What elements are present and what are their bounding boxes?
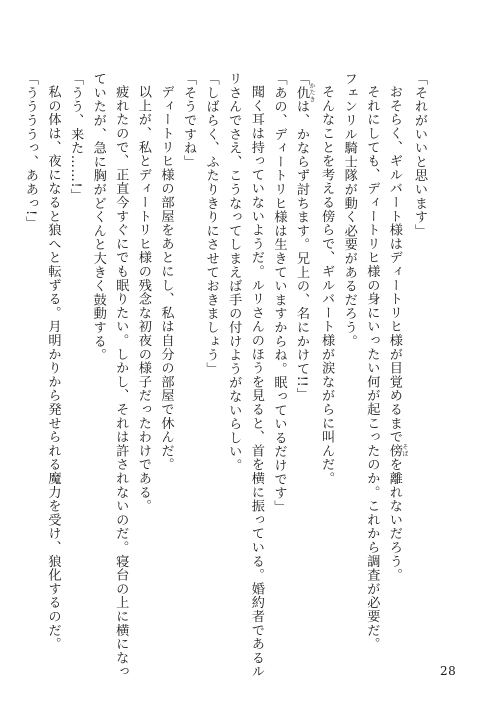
text-line: 以上が、私とディートリヒ様の残念な初夜の様子だったわけである。 (135, 85, 151, 513)
text-line: 「うう、来た……!」 (68, 72, 84, 203)
text-line: 「そうですね」 (181, 72, 197, 169)
page-number: 28 (440, 664, 457, 678)
text-line: 「仇 かたきは、かならず討ちます。兄上の、名にかけて!!」 (294, 72, 316, 402)
text-line: 「しばらく、ふたりきりにさせておきましょう」 (203, 72, 219, 376)
text-line: リさんでさえ、こうなってしまえば手の付けようがないらしい。 (226, 72, 242, 473)
text-line: そんなことを考える傍らで、ギルバート様が涙ながらに叫んだ。 (319, 85, 335, 486)
text-line: 疲れたので、正直今すぐにでも眠りたい。しかし、それは許されないのだ。寝台の上に横になっ (113, 85, 129, 679)
text-line: おそらく、ギルバート様はディートリヒ様が目覚めるまで傍 そばを離れないだろう。 (386, 85, 408, 583)
body-text (18, 72, 430, 679)
text-line: それにしても、ディートリヒ様の身にいったい何が起こったのか。これから調査が必要だ。 (364, 85, 380, 651)
text-line: 聞く耳は持っていないようだ。ルリさんのほうを見ると、首を横に振っている。婚約者であるル (248, 85, 264, 679)
text-line: ディートリヒ様の部屋をあとにし、私は自分の部屋で休んだ。 (158, 85, 174, 472)
text-line: 「ううううっ、ああっ!」 (22, 72, 38, 230)
text-line: 「あの、ディートリヒ様は生きていますからね。眠っているだけです」 (271, 72, 287, 514)
text-line: ていたが、急に胸がどくんと大きく鼓動する。 (90, 72, 106, 362)
text-line: フェンリル騎士隊が動く必要があるだろう。 (341, 72, 357, 348)
text-line: 「それがいいと思います」 (412, 72, 427, 238)
text-line: 私の体は、夜になると狼へと転ずる。月明かりから発せられる魔力を受け、狼化するのだ。 (45, 85, 61, 651)
